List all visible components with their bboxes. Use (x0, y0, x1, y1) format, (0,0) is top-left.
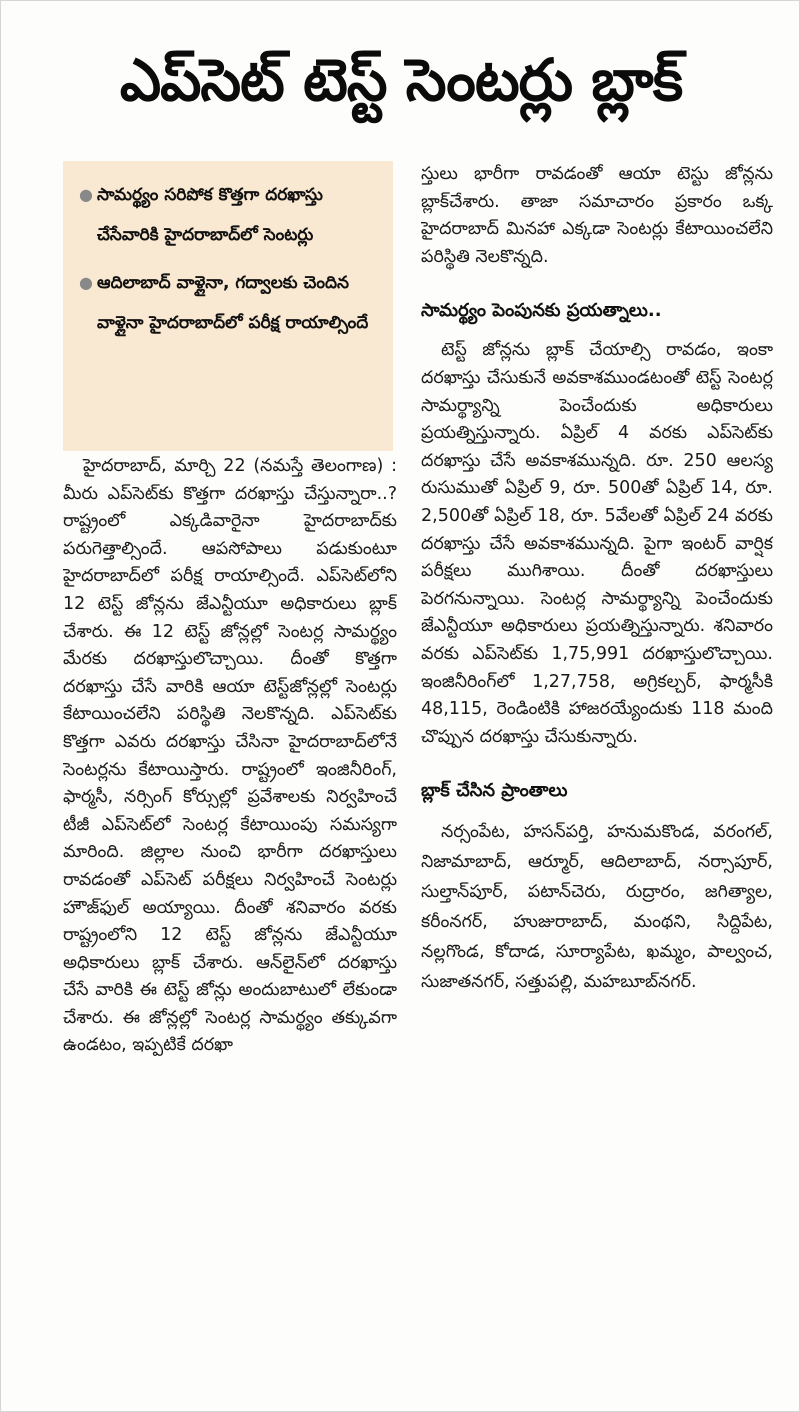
article-body-right-continuation: స్తులు భారీగా రావడంతో ఆయా టెస్టు జోన్లను బ్లాక్‌చేశారు. తాజా సమాచారం ప్రకారం ఒక్క హైదరాబాద్ మినహా ఎక్కడా సెంటర్లు కేటాయించలేని పరిస్థితి నెలకొన్నది. (421, 164, 773, 267)
bullet-icon: ● (79, 273, 93, 292)
article-body-right: టెస్ట్ జోన్లను బ్లాక్ చేయాల్సి రావడం, ఇంకా దరఖాస్తు చేసుకునే అవకాశముండటంతో టెస్ట్ సెంటర్ల సామర్థ్యాన్ని పెంచేందుకు అధికారులు ప్రయత్నిస్తున్నారు. ఏప్రిల్ 4 వరకు ఎప్‌సెట్‌కు దరఖాస్తు చేసే అవకాశమున్నది. రూ. 250 ఆలస్య రుసుముతో ఏప్రిల్ 9, రూ. 500తో ఏప్రిల్ 14, రూ. 2,500తో ఏప్రిల్ 18, రూ. 5వేలతో ఏప్రిల్ 24 వరకు దరఖాస్తు చేసే అవకాశమున్నది. పైగా ఇంటర్ వార్షిక పరీక్షలు ముగిశాయి. దీంతో దరఖాస్తులు పెరగనున్నాయి. సెంటర్ల సామర్థ్యాన్ని పెంచేందుకు జేఎన్టీయూ అధికారులు ప్రయత్నిస్తున్నారు. శనివారం వరకు ఎప్‌సెట్‌కు 1,75,991 దరఖాస్తులొచ్చాయి. ఇంజినీరింగ్‌లో 1,27,758, అగ్రికల్చర్, ఫార్మసీకి 48,115, రెండింటికి హాజరయ్యేందుకు 118 మంది చొప్పున దరఖాస్తు చేసుకున్నారు. (421, 340, 773, 747)
headline: ఎప్‌సెట్ టెస్ట్ సెంటర్లు బ్లాక్ (119, 45, 683, 114)
highlight-item (79, 263, 381, 343)
subheading-blocked-areas: బ్లాక్ చేసిన ప్రాంతాలు (421, 780, 568, 802)
blocked-places-list: నర్సంపేట, హసన్‌పర్తి, హనుమకొండ, వరంగల్, నిజామాబాద్, ఆర్మూర్, ఆదిలాబాద్, నర్సాపూర్, సుల్తాన్‌పూర్, పటాన్‌చెరు, రుద్రారం, జగిత్యాల, కరీంనగర్, హుజురాబాద్, మంథని, సిద్దిపేట, నల్లగొండ, కోదాడ, సూర్యాపేట, ఖమ్మం, పాల్వంచ, సుజాతనగర్, సత్తుపల్లి, మహబూబ్‌నగర్. (421, 822, 773, 993)
left-column (63, 453, 397, 1397)
highlight-text: ఆదిలాబాద్ వాళ్లైనా, గద్వాలకు చెందిన వాళ్లైనా హైదరాబాద్‌లో పరీక్ష రాయాల్సిందే (97, 273, 369, 333)
highlight-text: సామర్థ్యం సరిపోక కొత్తగా దరఖాస్తు చేసేవారికి హైదరాబాద్‌లో సెంటర్లు (97, 185, 323, 245)
article-body-left: హైదరాబాద్, మార్చి 22 (నమస్తే తెలంగాణ) : మీరు ఎప్‌సెట్‌కు కొత్తగా దరఖాస్తు చేస్తున్నారా..? రాష్ట్రంలో ఎక్కడివారైనా హైదరాబాద్‌కు పరుగెత్తాల్సిందే. ఆపసోపాలు పడుకుంటూ హైదరాబాద్‌లో పరీక్ష రాయాల్సిందే. ఎప్‌సెట్‌లోని 12 టెస్ట్ జోన్లను జేఎన్టీయూ అధికారులు బ్లాక్ చేశారు. ఈ 12 టెస్ట్ జోన్లల్లో సెంటర్ల సామర్థ్యం మేరకు దరఖాస్తులొచ్చాయి. దీంతో కొత్తగా దరఖాస్తు చేసే వారికి ఆయా టెస్ట్‌జోన్లల్లో సెంటర్లు కేటాయించలేని పరిస్థితి నెలకొన్నది. ఎప్‌సెట్‌కు కొత్తగా ఎవరు దరఖాస్తు చేసినా హైదరాబాద్‌లోనే సెంటర్లను కేటాయిస్తారు. రాష్ట్రంలో ఇంజినీరింగ్, ఫార్మసీ, నర్సింగ్ కోర్సుల్లో ప్రవేశాలకు నిర్వహించే టీజీ ఎప్‌సెట్‌లో సెంటర్ల కేటాయింపు సమస్యగా మారింది. జిల్లాల నుంచి భారీగా దరఖాస్తులు రావడంతో ఎప్‌సెట్ పరీక్షలు నిర్వహించే సెంటర్లు హౌజ్‌ఫుల్ అయ్యాయి. దీంతో శనివారం వరకు రాష్ట్రంలోని 12 టెస్ట్ జోన్లను జేఎన్టీయూ అధికారులు బ్లాక్ చేశారు. ఆన్‌లైన్‌లో దరఖాస్తు చేసే వారికి ఈ టెస్ట్ జోన్లు అందుబాటులో లేకుండా చేశారు. ఈ జోన్లల్లో సెంటర్ల సామర్థ్యం తక్కువగా ఉండటం, ఇప్పటికే దరఖా (63, 456, 397, 1056)
bullet-icon: ● (79, 185, 93, 204)
right-column (421, 161, 773, 1397)
highlights-box (63, 161, 393, 451)
highlight-item (79, 175, 381, 255)
subheading-capacity: సామర్థ్యం పెంపునకు ప్రయత్నాలు.. (421, 300, 662, 322)
